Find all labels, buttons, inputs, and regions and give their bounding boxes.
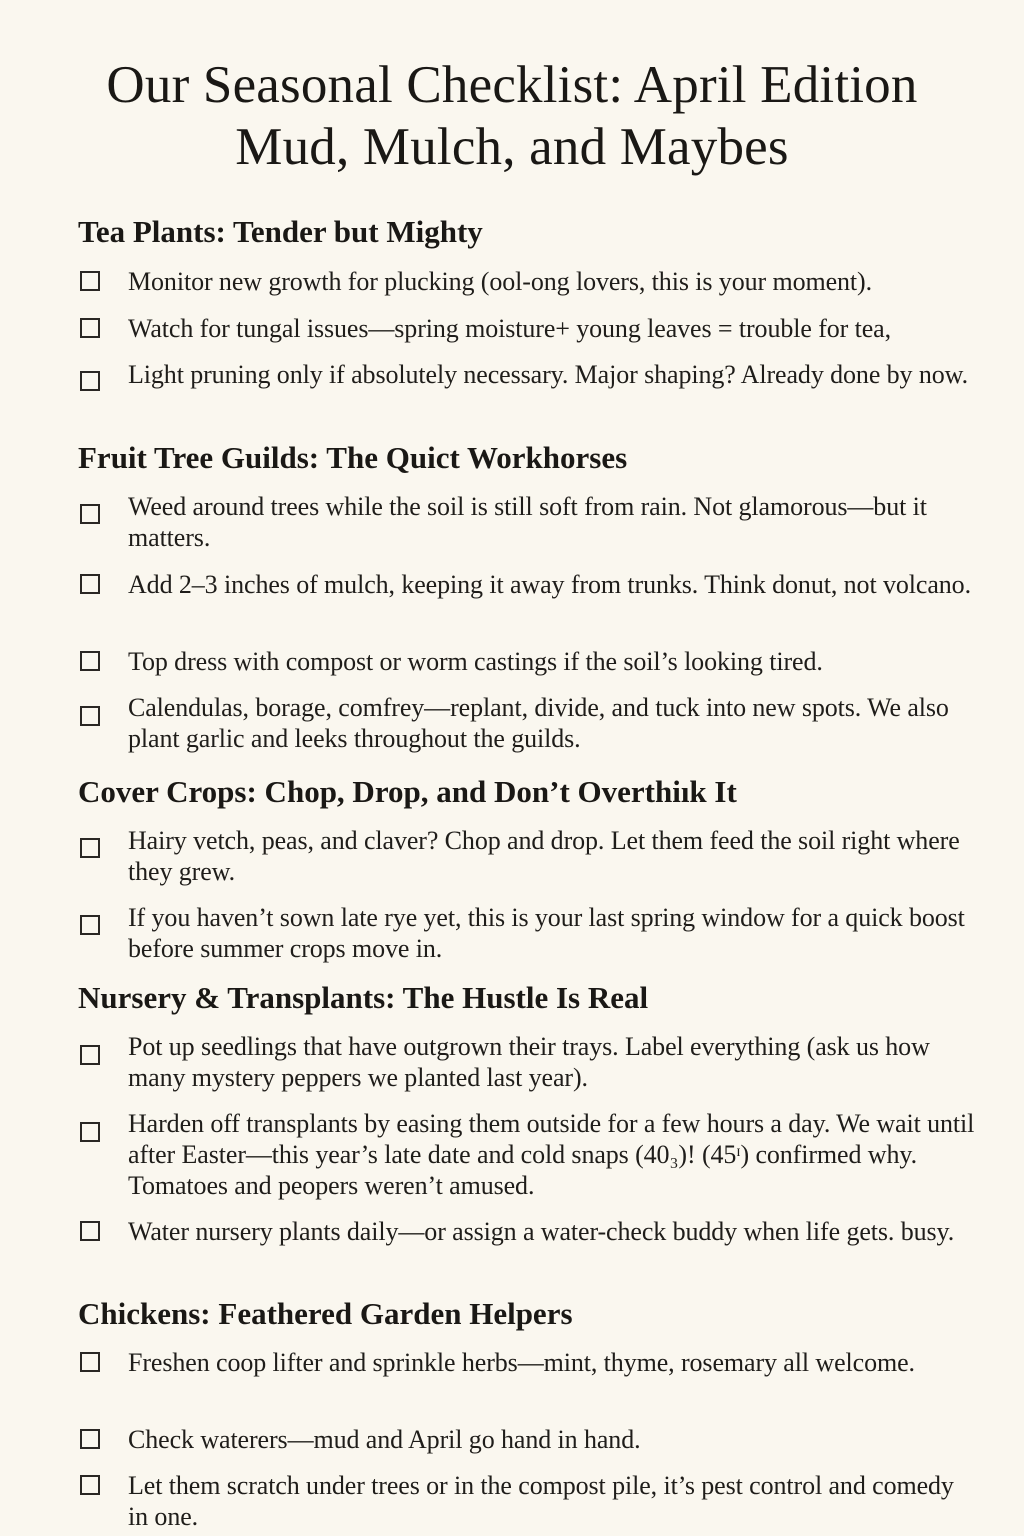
page-title [0, 54, 1024, 178]
section-heading: Chickens: Feathered Garden Helpers [78, 1296, 573, 1331]
section-heading: Fruit Tree Guilds: The Quict Workhorses [78, 440, 628, 475]
item-text: Monitor new growth for plucking (ool-ong lovers, this is your moment). [128, 267, 873, 296]
checkbox[interactable] [80, 318, 100, 338]
item-text: Weed around trees while the soil is still soft from rain. Not glamorous—but it matters. [128, 492, 927, 552]
checkbox[interactable] [80, 838, 100, 858]
item-text: Water nursery plants daily—or assign a water-check buddy when life gets. busy. [128, 1217, 955, 1246]
checkbox[interactable] [80, 706, 100, 726]
checkbox[interactable] [80, 574, 100, 594]
checkbox[interactable] [80, 915, 100, 935]
item-text: Check waterers—mud and April go hand in hand. [128, 1425, 641, 1454]
section-heading: Cover Crops: Chop, Drop, and Don’t Overthiık It [78, 774, 737, 809]
item-text: Calendulas, borage, comfrey—replant, divide, and tuck into new spots. We also plant garlic and leeks throughout the guilds. [128, 693, 949, 753]
item-text: Hairy vetch, peas, and claver? Chop and drop. Let them feed the soil right where they grew. [128, 826, 960, 886]
section-heading: Nursery & Transplants: The Hustle Is Real [78, 980, 649, 1015]
checkbox[interactable] [80, 504, 100, 524]
section-fruit-tree-guilds [78, 440, 978, 753]
checkbox[interactable] [80, 1045, 100, 1065]
checkbox[interactable] [80, 651, 100, 671]
checkbox[interactable] [80, 1122, 100, 1142]
checkbox[interactable] [80, 1221, 100, 1241]
section-tea-plants [78, 214, 978, 389]
item-text: Add 2–3 inches of mulch, keeping it away from trunks. Think donut, not volcano. [128, 570, 971, 599]
title-line-2: Mud, Mulch, and Maybes [235, 118, 789, 176]
checkbox[interactable] [80, 1475, 100, 1495]
section-chickens [78, 1296, 978, 1531]
title-line-1: Our Seasonal Checklist: April Edition [106, 56, 918, 114]
item-text: Let them scratch under trees or in the compost pile, it’s pest control and comedy in one. [128, 1471, 954, 1531]
item-text: Watch for tungal issues—spring moisture+ young leaves = trouble for tea, [128, 314, 892, 343]
section-cover-crops [78, 774, 978, 963]
checkbox[interactable] [80, 371, 100, 391]
item-text: Pot up seedlings that have outgrown their trays. Label everything (ask us how many mystery peppers we planted last year). [128, 1032, 930, 1092]
item-text: Top dress with compost or worm castings if the soil’s looking tired. [128, 647, 823, 676]
item-text: Freshen coop lifter and sprinkle herbs—mint, thyme, rosemary all welcome. [128, 1348, 915, 1377]
section-nursery-transplants [78, 980, 978, 1246]
section-heading: Tea Plants: Tender but Mighty [78, 214, 483, 249]
item-text: Harden off transplants by easing them outside for a few hours a day. We wait until after Easter—this year’s late date and cold snaps (40₃)! (45ᶦ) confirmed why. Tomatoes and peopers weren’t amused. [128, 1109, 975, 1200]
checkbox[interactable] [80, 271, 100, 291]
item-text: If you haven’t sown late rye yet, this is your last spring window for a quick boost before summer crops move in. [128, 903, 965, 963]
item-text: Light pruning only if absolutely necessary. Major shaping? Already done by now. [128, 360, 969, 389]
checkbox[interactable] [80, 1352, 100, 1372]
checkbox[interactable] [80, 1429, 100, 1449]
